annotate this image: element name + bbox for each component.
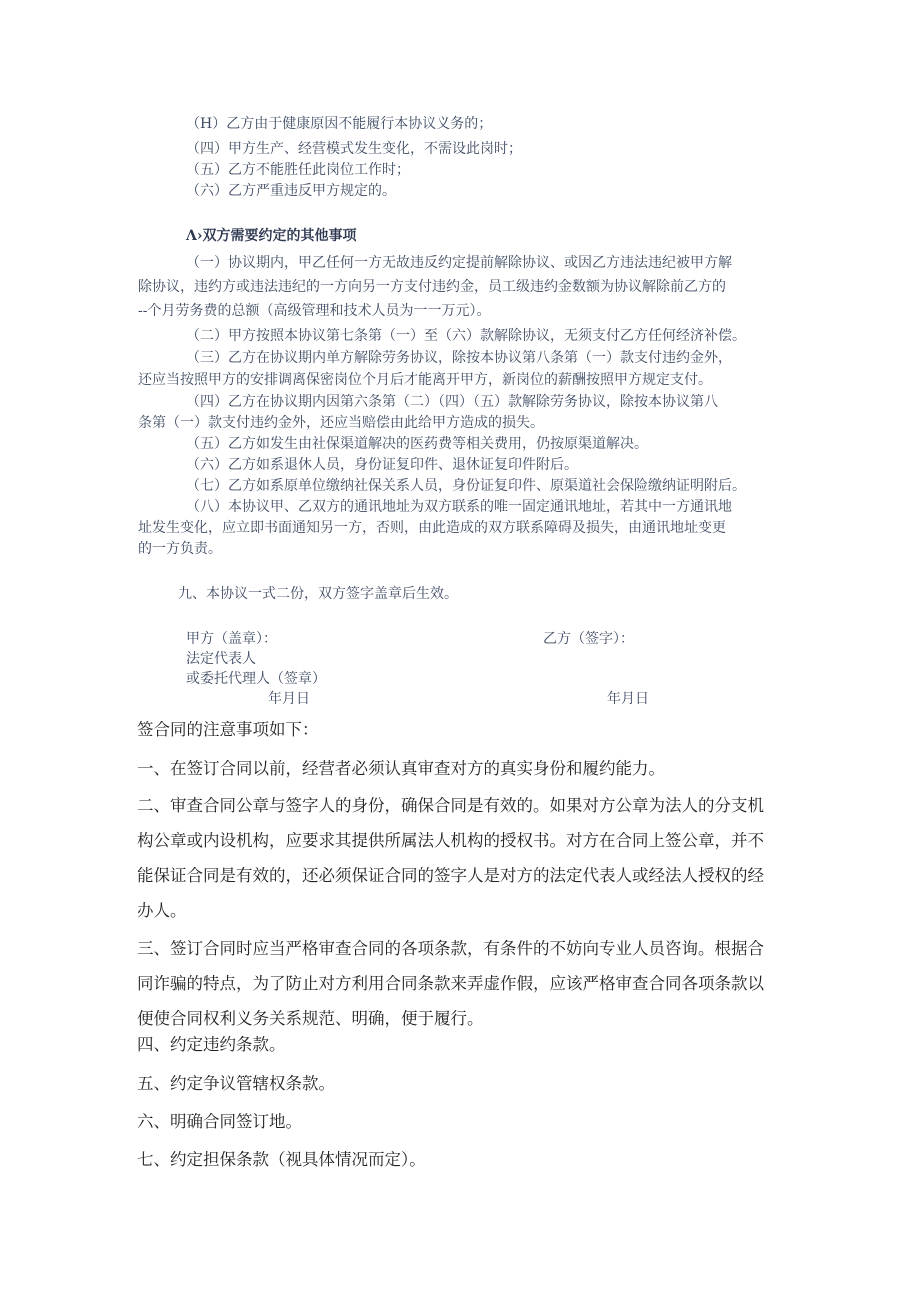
clause-line: 址发生变化，应立即书面通知另一方，否则，由此造成的双方联系障碍及损失，由通讯地址变更 bbox=[138, 520, 726, 536]
note-line: 二、审查合同公章与签字人的身份，确保合同是有效的。如果对方公章为法人的分支机 bbox=[137, 796, 764, 815]
clause-line: --个月劳务费的总额（高级管理和技术人员为一一万元）。 bbox=[138, 303, 491, 319]
party-b-sign-label: 乙方（签字）： bbox=[543, 631, 634, 647]
note-line: 办人。 bbox=[137, 901, 187, 920]
section-9-text: 九、本协议一式二份，双方签字盖章后生效。 bbox=[178, 586, 458, 602]
party-b-date: 年月日 bbox=[607, 691, 649, 707]
termination-item: （六）乙方严重违反甲方规定的。 bbox=[186, 183, 396, 199]
note-line: 七、约定担保条款（视具体情况而定）。 bbox=[137, 1150, 426, 1169]
legal-representative-label: 法定代表人 bbox=[186, 651, 256, 667]
note-line: 一、在签订合同以前，经营者必须认真审查对方的真实身份和履约能力。 bbox=[137, 759, 665, 778]
clause-line: （一）协议期内，甲乙任何一方无故违反约定提前解除协议、或因乙方违法违纪被甲方解 bbox=[186, 255, 732, 271]
note-line: 便使合同权利义务关系规范、明确，便于履行。 bbox=[137, 1009, 484, 1028]
note-line: 构公章或内设机构，应要求其提供所属法人机构的授权书。对方在合同上签公章，并不 bbox=[137, 831, 764, 850]
termination-item: （四）甲方生产、经营模式发生变化，不需设此岗时； bbox=[186, 141, 522, 157]
clause-line: （三）乙方在协议期内单方解除劳务协议，除按本协议第八条第（一）款支付违约金外， bbox=[186, 350, 732, 366]
clause-line: （六）乙方如系退休人员，身份证复印件、退休证复印件附后。 bbox=[186, 457, 578, 473]
clause-line: 条第（一）款支付违约金外，还应当赔偿由此给甲方造成的损失。 bbox=[138, 415, 544, 431]
termination-item: （五）乙方不能胜任此岗位工作时； bbox=[186, 162, 410, 178]
authorized-agent-label: 或委托代理人（签章） bbox=[186, 671, 326, 687]
note-line: 能保证合同是有效的，还必须保证合同的签字人是对方的法定代表人或经法人授权的经 bbox=[137, 866, 764, 885]
clause-line: （五）乙方如发生由社保渠道解决的医药费等相关费用，仍按原渠道解决。 bbox=[186, 436, 648, 452]
note-line: 五、约定争议管辖权条款。 bbox=[137, 1074, 335, 1093]
clause-line: 除协议，违约方或违法违纪的一方向另一方支付违约金，员工级违约金数额为协议解除前乙方的 bbox=[138, 279, 726, 295]
clause-line: （八）本协议甲、乙双方的通讯地址为双方联系的唯一固定通讯地址，若其中一方通讯地 bbox=[186, 499, 732, 515]
notes-title: 签合同的注意事项如下： bbox=[137, 720, 319, 739]
termination-item: （H）乙方由于健康原因不能履行本协议义务的； bbox=[186, 116, 493, 132]
note-line: 三、签订合同时应当严格审查合同的各项条款，有条件的不妨向专业人员咨询。根据合 bbox=[137, 939, 764, 958]
note-line: 四、约定违约条款。 bbox=[137, 1035, 286, 1054]
note-line: 六、明确合同签订地。 bbox=[137, 1112, 302, 1131]
note-line: 同诈骗的特点，为了防止对方利用合同条款来弄虚作假，应该严格审查合同各项条款以 bbox=[137, 974, 764, 993]
clause-line: （四）乙方在协议期内因第六条第（二）（四）（五）款解除劳务协议，除按本协议第八 bbox=[186, 394, 718, 410]
party-a-date: 年月日 bbox=[268, 691, 310, 707]
clause-line: （二）甲方按照本协议第七条第（一）至（六）款解除协议，无须支付乙方任何经济补偿。 bbox=[186, 328, 746, 344]
clause-line: 的一方负责。 bbox=[138, 541, 222, 557]
clause-line: （七）乙方如系原单位缴纳社保关系人员，身份证复印件、原渠道社会保险缴纳证明附后。 bbox=[186, 478, 746, 494]
party-a-seal-label: 甲方（盖章）： bbox=[186, 631, 277, 647]
clause-line: 还应当按照甲方的安排调离保密岗位个月后才能离开甲方，新岗位的薪酬按照甲方规定支付。 bbox=[138, 372, 712, 388]
section-8-heading: Λ›双方需要约定的其他事项 bbox=[186, 228, 357, 244]
